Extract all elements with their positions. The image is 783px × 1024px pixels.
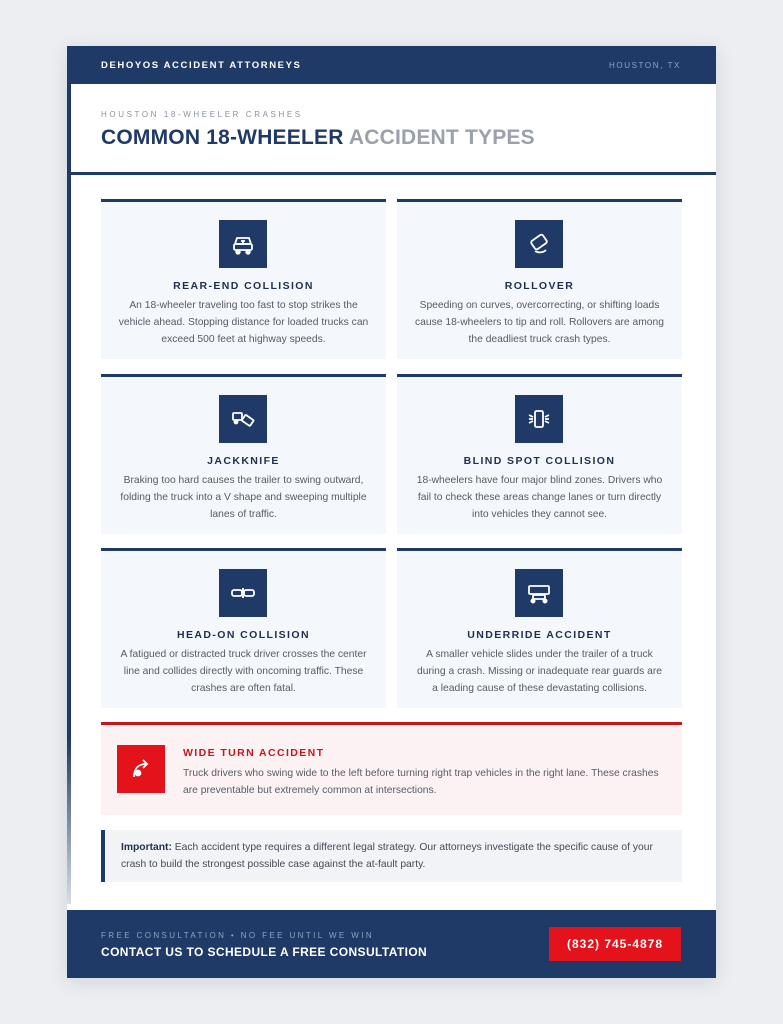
card-text: A smaller vehicle slides under the trailer of a truck during a crash. Missing or inadequate rear guards are a leading cause of these devastating collisions. bbox=[417, 649, 662, 694]
card-title: REAR-END COLLISION bbox=[173, 280, 314, 292]
wide-turn-text: Truck drivers who swing wide to the left before turning right trap vehicles in the right lane. These crashes are preventable but extremely common at intersections. bbox=[183, 768, 659, 796]
card-title: BLIND SPOT COLLISION bbox=[463, 455, 616, 467]
rollover-icon bbox=[515, 220, 563, 268]
title-primary: COMMON 18-WHEELER bbox=[101, 126, 344, 149]
footer-cta: CONTACT US TO SCHEDULE A FREE CONSULTATION bbox=[101, 945, 428, 959]
wide-turn-icon bbox=[117, 745, 165, 793]
wide-turn-title: WIDE TURN ACCIDENT bbox=[183, 747, 325, 759]
phone-button[interactable]: (832) 745-4878 bbox=[549, 927, 681, 961]
left-accent-rule bbox=[67, 84, 71, 904]
location-label: HOUSTON, TX bbox=[609, 60, 681, 70]
card-title: JACKKNIFE bbox=[207, 455, 280, 467]
card-title: UNDERRIDE ACCIDENT bbox=[467, 629, 612, 641]
head-on-collision-icon bbox=[219, 569, 267, 617]
wide-turn-card bbox=[101, 722, 682, 815]
card-text: An 18-wheeler traveling too fast to stop strikes the vehicle ahead. Stopping distance for loaded trucks can exceed 500 feet at highway speeds. bbox=[118, 300, 369, 345]
card-jackknife bbox=[101, 374, 386, 534]
card-text: Speeding on curves, overcorrecting, or shifting loads cause 18-wheelers to tip and roll. Rollovers are among the deadliest truck crash types. bbox=[415, 300, 664, 345]
rear-end-car-icon bbox=[219, 220, 267, 268]
page-title bbox=[101, 126, 535, 150]
header-kicker: HOUSTON 18-WHEELER CRASHES bbox=[101, 110, 303, 119]
card-blind-spot bbox=[397, 374, 682, 534]
brand-name: DEHOYOS ACCIDENT ATTORNEYS bbox=[101, 59, 302, 71]
page-header bbox=[71, 84, 716, 175]
note-label: Important: bbox=[121, 842, 172, 853]
important-note bbox=[101, 830, 682, 882]
card-text: 18-wheelers have four major blind zones. Drivers who fail to check these areas change lanes or turn directly into vehicles they cannot see. bbox=[416, 475, 663, 520]
card-rollover bbox=[397, 199, 682, 359]
card-title: ROLLOVER bbox=[504, 280, 575, 292]
card-underride bbox=[397, 548, 682, 708]
footer-bar bbox=[67, 910, 716, 978]
title-secondary: ACCIDENT TYPES bbox=[348, 126, 535, 149]
card-text: Braking too hard causes the trailer to swing outward, folding the truck into a V shape and sweeping multiple lanes of traffic. bbox=[120, 475, 367, 520]
footer-kicker: FREE CONSULTATION • NO FEE UNTIL WE WIN bbox=[101, 931, 374, 940]
card-text: A fatigued or distracted truck driver crosses the center line and collides directly with oncoming traffic. These crashes are often fatal. bbox=[120, 649, 367, 694]
flyer-page bbox=[67, 46, 716, 978]
note-text: Each accident type requires a different legal strategy. Our attorneys investigate the specific cause of your crash to build the strongest possible case against the at-fault party. bbox=[121, 842, 653, 870]
jackknife-icon bbox=[219, 395, 267, 443]
card-rear-end bbox=[101, 199, 386, 359]
card-title: HEAD-ON COLLISION bbox=[177, 629, 310, 641]
underride-truck-icon bbox=[515, 569, 563, 617]
card-head-on bbox=[101, 548, 386, 708]
top-bar bbox=[67, 46, 716, 84]
blind-spot-icon bbox=[515, 395, 563, 443]
